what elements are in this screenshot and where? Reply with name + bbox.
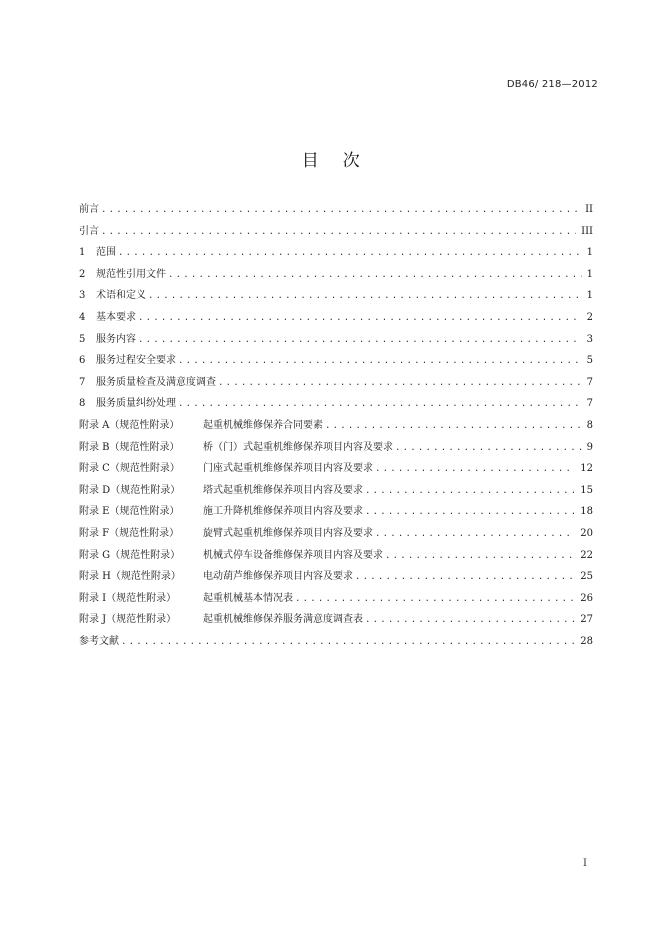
toc-entry[interactable]: [79, 350, 593, 372]
toc-page-number: 22: [580, 549, 593, 561]
toc-entry-title: 引言: [79, 225, 99, 237]
page-number: I: [583, 858, 587, 869]
toc-title: 目 次: [301, 151, 361, 171]
toc-section-number: 2: [79, 268, 86, 280]
toc-entry[interactable]: [79, 307, 593, 329]
toc-entry[interactable]: [79, 501, 593, 523]
toc-appendix-label: 附录 H（规范性附录）: [79, 571, 181, 583]
toc-appendix-label: 附录 D（规范性附录）: [79, 484, 181, 496]
toc-page-number: 1: [586, 247, 593, 259]
toc-entry[interactable]: [79, 609, 593, 631]
toc-page-number: 7: [586, 376, 593, 388]
toc-entry-title: 起重机械维修保养服务满意度调查表: [203, 614, 363, 626]
toc-section-number: 8: [79, 398, 86, 410]
toc-entry-title: 施工升降机维修保养项目内容及要求: [203, 506, 363, 518]
toc-page-number: II: [585, 204, 593, 215]
toc-entry-title: 术语和定义: [96, 290, 146, 302]
toc-entry-title: 范围: [96, 247, 116, 259]
toc-section-number: 4: [79, 311, 86, 323]
dot-leader: [355, 567, 575, 589]
toc-page-number: 1: [586, 290, 593, 302]
toc-section-number: 7: [79, 376, 86, 388]
dot-leader: [101, 222, 576, 244]
toc-entry[interactable]: [79, 588, 593, 610]
toc-entry-title: 服务内容: [96, 333, 136, 345]
toc-entry-title: 电动葫芦维修保养项目内容及要求: [203, 571, 353, 583]
toc-entry[interactable]: [79, 285, 593, 307]
toc-page-number: 1: [586, 268, 593, 280]
toc-entry-title: 旋臂式起重机维修保养项目内容及要求: [203, 527, 373, 539]
dot-leader: [178, 394, 582, 416]
dot-leader: [295, 589, 575, 611]
toc-entry[interactable]: [79, 329, 593, 351]
dot-leader: [375, 459, 575, 481]
dot-leader: [365, 610, 575, 632]
toc-entry[interactable]: [79, 631, 593, 653]
toc-page-number: 2: [586, 311, 593, 323]
toc-section-number: 3: [79, 290, 86, 302]
toc-entry-title: 门座式起重机维修保养项目内容及要求: [203, 463, 373, 475]
dot-leader: [218, 373, 582, 395]
toc-entry[interactable]: [79, 221, 593, 243]
table-of-contents: [79, 199, 593, 652]
toc-appendix-label: 附录 G（规范性附录）: [79, 549, 181, 561]
dot-leader: [118, 243, 582, 265]
toc-appendix-label: 附录 C（规范性附录）: [79, 463, 180, 475]
toc-entry[interactable]: [79, 566, 593, 588]
toc-entry[interactable]: [79, 415, 593, 437]
dot-leader: [375, 524, 575, 546]
toc-entry-title: 规范性引用文件: [96, 268, 166, 280]
toc-section-number: 6: [79, 355, 86, 367]
dot-leader: [365, 481, 575, 503]
toc-appendix-label: 附录 I（规范性附录）: [79, 592, 177, 604]
toc-entry-title: 机械式停车设备维修保养项目内容及要求: [203, 549, 383, 561]
toc-appendix-label: 附录 E（规范性附录）: [79, 506, 180, 518]
toc-entry[interactable]: [79, 372, 593, 394]
toc-entry-title: 桥（门）式起重机维修保养项目内容及要求: [203, 441, 393, 453]
dot-leader: [168, 265, 582, 287]
dot-leader: [178, 351, 582, 373]
dot-leader: [385, 546, 575, 568]
toc-entry-title: 塔式起重机维修保养项目内容及要求: [203, 484, 363, 496]
toc-page-number: 12: [580, 463, 593, 475]
dot-leader: [101, 200, 580, 222]
toc-appendix-label: 附录 J（规范性附录）: [79, 614, 177, 626]
dot-leader: [395, 438, 582, 460]
toc-page-number: 3: [586, 333, 593, 345]
toc-entry[interactable]: [79, 393, 593, 415]
toc-appendix-label: 附录 F（规范性附录）: [79, 527, 180, 539]
toc-entry[interactable]: [79, 199, 593, 221]
toc-entry-title: 服务质量纠纷处理: [96, 398, 176, 410]
toc-page-number: 27: [580, 614, 593, 626]
toc-page-number: 15: [580, 484, 593, 496]
toc-section-number: 5: [79, 333, 86, 345]
toc-entry-title: 前言: [79, 204, 99, 215]
toc-page-number: 18: [580, 506, 593, 518]
document-code: DB46/ 218—2012: [506, 79, 598, 90]
toc-entry[interactable]: [79, 545, 593, 567]
dot-leader: [365, 502, 575, 524]
dot-leader: [138, 308, 582, 330]
toc-appendix-label: 附录 A（规范性附录）: [79, 419, 180, 431]
toc-section-number: 1: [79, 247, 86, 259]
toc-entry[interactable]: [79, 437, 593, 459]
toc-page-number: 5: [586, 355, 593, 367]
dot-leader: [325, 416, 582, 438]
toc-page-number: 9: [586, 441, 593, 453]
toc-entry[interactable]: [79, 458, 593, 480]
toc-entry-title: 基本要求: [96, 311, 136, 323]
toc-entry-title: 起重机械基本情况表: [203, 592, 293, 604]
toc-entry-title: 参考文献: [79, 635, 119, 647]
toc-page-number: 25: [580, 571, 593, 583]
toc-entry-title: 服务质量检查及满意度调查: [96, 376, 216, 388]
dot-leader: [148, 286, 582, 308]
toc-entry[interactable]: [79, 242, 593, 264]
toc-page-number: 8: [586, 419, 593, 431]
toc-page-number: 26: [580, 592, 593, 604]
toc-page-number: III: [581, 225, 593, 237]
toc-entry[interactable]: [79, 264, 593, 286]
toc-page-number: 28: [580, 635, 593, 647]
toc-entry[interactable]: [79, 523, 593, 545]
toc-page-number: 20: [580, 527, 593, 539]
toc-appendix-label: 附录 B（规范性附录）: [79, 441, 180, 453]
dot-leader: [121, 632, 575, 654]
dot-leader: [138, 330, 582, 352]
toc-page-number: 7: [586, 398, 593, 410]
toc-entry-title: 起重机械维修保养合同要素: [203, 419, 323, 431]
toc-entry[interactable]: [79, 480, 593, 502]
toc-entry-title: 服务过程安全要求: [96, 355, 176, 367]
